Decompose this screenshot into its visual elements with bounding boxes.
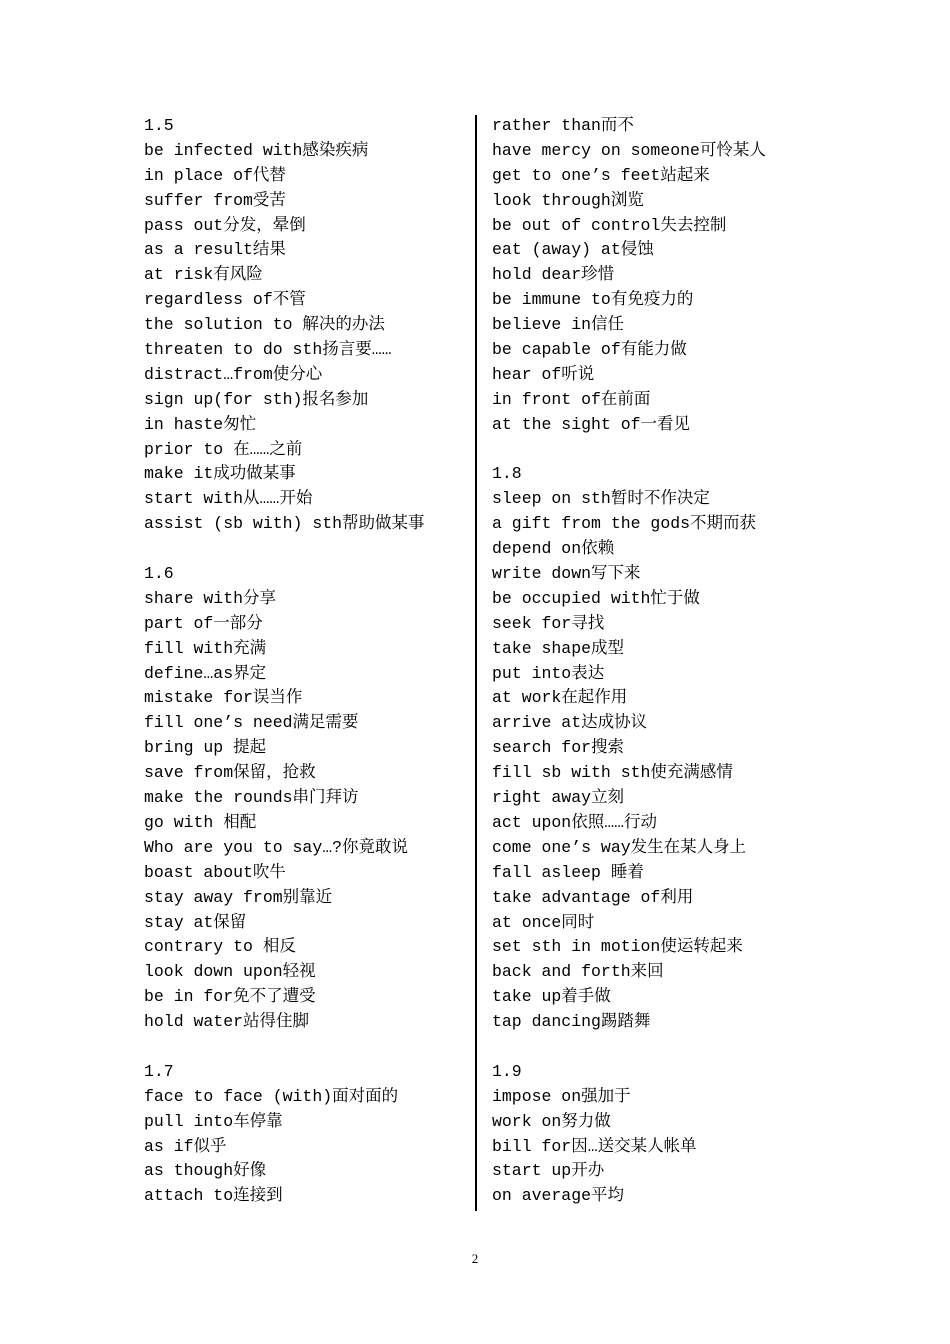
phrase-entry: work on努力做 [492,1111,611,1131]
phrase-entry: take advantage of利用 [492,887,694,907]
phrase-entry: save from保留，抢救 [144,763,316,783]
phrase-entry: as though好像 [144,1161,267,1181]
phrase-entry: boast about吹牛 [144,862,286,882]
phrase-entry: at work在起作用 [492,688,628,708]
blank-line [144,537,464,562]
left-column [144,114,464,1209]
phrase-entry: hold water站得住脚 [144,1012,310,1032]
phrase-entry: at once同时 [492,912,595,932]
phrase-entry: take shape成型 [492,638,625,658]
phrase-entry: be out of control失去控制 [492,215,727,235]
phrase-entry: believe in信任 [492,315,625,335]
phrase-entry: the solution to 解决的办法 [144,315,385,335]
phrase-entry: be occupied with忙于做 [492,588,700,608]
section-heading: 1.7 [144,1061,174,1081]
phrase-entry: suffer from受苦 [144,190,286,210]
phrase-entry: right away立刻 [492,788,625,808]
phrase-entry: arrive at达成协议 [492,713,648,733]
phrase-entry: fill one’s need满足需要 [144,713,359,733]
phrase-entry: go with 相配 [144,812,257,832]
phrase-entry: be in for免不了遭受 [144,987,316,1007]
right-column [492,114,832,1209]
phrase-entry: have mercy on someone可怜某人 [492,140,766,160]
phrase-entry: mistake for误当作 [144,688,303,708]
phrase-entry: depend on依赖 [492,539,615,559]
phrase-entry: in haste匆忙 [144,414,257,434]
phrase-entry: seek for寻找 [492,613,605,633]
phrase-entry: set sth in motion使运转起来 [492,937,743,957]
phrase-entry: fill sb with sth使充满感情 [492,763,733,783]
phrase-entry: share with分享 [144,588,277,608]
phrase-entry: on average平均 [492,1186,625,1206]
phrase-entry: start with从……开始 [144,489,313,509]
phrase-entry: write down写下来 [492,564,641,584]
phrase-entry: attach to连接到 [144,1186,283,1206]
blank-line [144,1035,464,1060]
section-heading: 1.5 [144,116,174,135]
phrase-entry: threaten to do sth扬言要…… [144,340,392,360]
phrase-entry: impose on强加于 [492,1086,631,1106]
section-heading: 1.8 [492,464,522,484]
blank-line [492,438,832,463]
phrase-entry: back and forth来回 [492,962,664,982]
phrase-entry: hold dear珍惜 [492,265,615,285]
phrase-entry: stay at保留 [144,912,247,932]
section-heading: 1.9 [492,1061,522,1081]
phrase-entry: bill for因…送交某人帐单 [492,1136,697,1156]
phrase-entry: face to face (with)面对面的 [144,1086,399,1106]
phrase-entry: bring up 提起 [144,738,267,758]
phrase-entry: define…as界定 [144,663,267,683]
phrase-entry: fill with充满 [144,638,267,658]
phrase-entry: sign up(for sth)报名参加 [144,389,369,409]
phrase-entry: act upon依照……行动 [492,812,658,832]
blank-line [492,1035,832,1060]
phrase-entry: take up着手做 [492,987,611,1007]
phrase-entry: rather than而不 [492,116,634,135]
phrase-entry: a gift from the gods不期而获 [492,514,757,534]
phrase-entry: start up开办 [492,1161,605,1181]
phrase-entry: search for搜索 [492,738,625,758]
phrase-entry: as a result结果 [144,240,286,260]
phrase-entry: at risk有风险 [144,265,263,285]
phrase-entry: sleep on sth暂时不作决定 [492,489,710,509]
phrase-entry: be immune to有免疫力的 [492,290,694,310]
phrase-entry: regardless of不管 [144,290,306,310]
phrase-entry: in place of代替 [144,165,286,185]
phrase-entry: at the sight of一看见 [492,414,691,434]
phrase-entry: prior to 在……之前 [144,439,303,459]
phrase-entry: distract…from使分心 [144,364,323,384]
phrase-entry: look through浏览 [492,190,644,210]
phrase-entry: pass out分发，晕倒 [144,215,306,235]
phrase-entry: part of一部分 [144,613,263,633]
phrase-entry: come one’s way发生在某人身上 [492,837,747,857]
phrase-entry: contrary to 相反 [144,937,296,957]
phrase-entry: assist (sb with) sth帮助做某事 [144,514,425,534]
page-number: 2 [471,1251,479,1266]
phrase-entry: tap dancing踢踏舞 [492,1012,651,1032]
phrase-entry: be capable of有能力做 [492,340,687,360]
phrase-entry: hear of听说 [492,364,595,384]
phrase-entry: be infected with感染疾病 [144,140,369,160]
phrase-entry: as if似乎 [144,1136,227,1156]
phrase-entry: put into表达 [492,663,605,683]
phrase-entry: eat (away) at侵蚀 [492,240,654,260]
phrase-entry: in front of在前面 [492,389,651,409]
phrase-entry: make the rounds串门拜访 [144,788,359,808]
phrase-entry: make it成功做某事 [144,464,296,484]
phrase-entry: Who are you to say…?你竟敢说 [144,837,409,857]
column-divider [475,115,477,1211]
phrase-entry: stay away from别靠近 [144,887,333,907]
phrase-entry: look down upon轻视 [144,962,316,982]
section-heading: 1.6 [144,564,174,584]
phrase-entry: get to one’s feet站起来 [492,165,710,185]
phrase-entry: pull into车停靠 [144,1111,283,1131]
phrase-entry: fall asleep 睡着 [492,862,644,882]
